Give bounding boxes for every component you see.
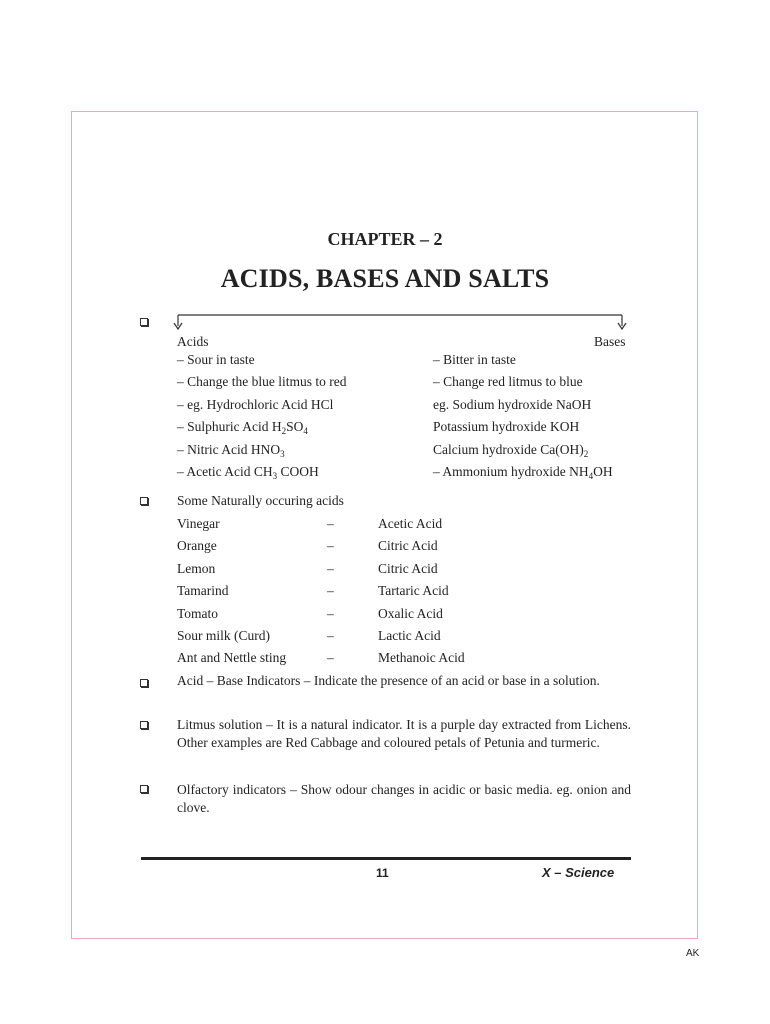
acid-source: Tamarind (177, 583, 229, 598)
base-property: Calcium hydroxide $Ca(OH)_2$ (433, 442, 589, 459)
branch-arrow-diagram (170, 310, 630, 332)
bullet-icon (140, 679, 148, 687)
row-dash: – (327, 583, 334, 598)
bullet-icon (140, 497, 148, 505)
row-dash: – (327, 561, 334, 576)
base-property: – Bitter in taste (433, 352, 516, 367)
page-title: ACIDS, BASES AND SALTS (220, 264, 550, 293)
acid-name: Citric Acid (378, 538, 438, 553)
base-property: – Change red litmus to blue (433, 374, 583, 389)
acid-property: – Change the blue litmus to red (177, 374, 347, 389)
base-property: – Ammonium hydroxide $NH_4OH$ (433, 464, 613, 481)
acid-source: Orange (177, 538, 217, 553)
bases-heading: Bases (594, 334, 626, 349)
acid-property: – eg. Hydrochloric Acid HCl (177, 397, 334, 412)
row-dash: – (327, 606, 334, 621)
acid-property: – Sour in taste (177, 352, 255, 367)
acid-name: Citric Acid (378, 561, 438, 576)
acid-name: Tartaric Acid (378, 583, 449, 598)
acid-source: Vinegar (177, 516, 220, 531)
corner-mark: AK (686, 948, 700, 959)
acid-name: Lactic Acid (378, 628, 441, 643)
litmus-paragraph: Litmus solution – It is a natural indicator. It is a purple day extracted from Lichens. Other examples are Red Cabbage and coloured petals of Petunia and turmeric. (177, 717, 631, 750)
footer-rule (141, 857, 631, 860)
footer-subject: X – Science (542, 865, 615, 880)
bullet-icon (140, 318, 148, 326)
acid-source: Lemon (177, 561, 216, 576)
acid-property: – Acetic Acid $CH_3$ COOH (177, 464, 319, 481)
indicators-paragraph: Acid – Base Indicators – Indicate the presence of an acid or base in a solution. (177, 673, 600, 688)
acid-name: Oxalic Acid (378, 606, 443, 621)
page-number: 11 (376, 866, 389, 880)
base-property: Potassium hydroxide KOH (433, 419, 580, 434)
natural-acids-heading: Some Naturally occuring acids (177, 493, 344, 508)
acids-heading: Acids (177, 334, 209, 349)
bullet-icon (140, 721, 148, 729)
acid-source: Sour milk (Curd) (177, 628, 270, 643)
acid-name: Methanoic Acid (378, 650, 465, 665)
row-dash: – (327, 538, 334, 553)
row-dash: – (327, 650, 334, 665)
acid-source: Ant and Nettle sting (177, 650, 287, 665)
acid-property: – Sulphuric Acid $H_2SO_4$ (177, 419, 308, 436)
base-property: eg. Sodium hydroxide NaOH (433, 397, 592, 412)
row-dash: – (327, 628, 334, 643)
olfactory-paragraph: Olfactory indicators – Show odour changes in acidic or basic media. eg. onion and clove. (177, 782, 631, 815)
acid-name: Acetic Acid (378, 516, 443, 531)
acid-source: Tomato (177, 606, 219, 621)
row-dash: – (327, 516, 334, 531)
acid-property: – Nitric Acid $HNO_3$ (177, 442, 285, 459)
bullet-icon (140, 785, 148, 793)
chapter-label: CHAPTER – 2 (327, 229, 443, 249)
